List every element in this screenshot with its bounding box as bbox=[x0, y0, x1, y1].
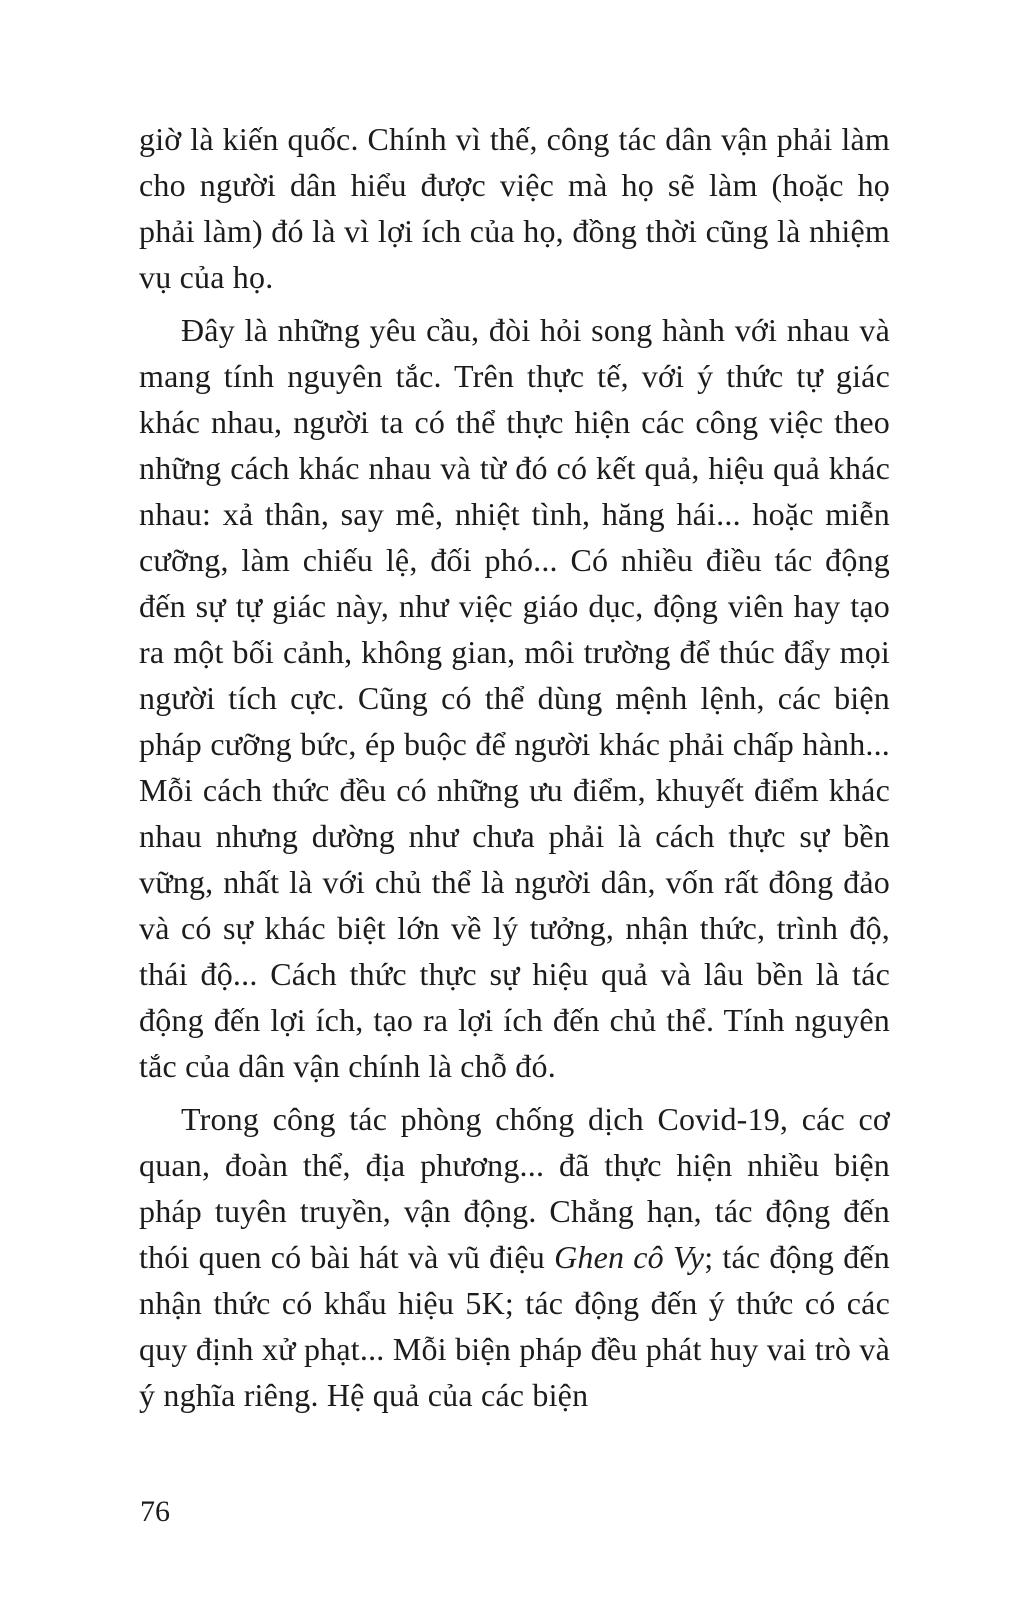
paragraph-segment: ; tác động đến nhận thức có khẩu hiệu 5K; tác động đến ý thức có các quy định xử phạt... Mỗi biện pháp đều phát huy vai trò và ý nghĩa riêng. Hệ quả của các biện bbox=[139, 1239, 891, 1413]
paragraph: Đây là những yêu cầu, đòi hỏi song hành với nhau và mang tính nguyên tắc. Trên thực tế, với ý thức tự giác khác nhau, người ta có thể thực hiện các công việc theo những cách khác nhau và từ đó có kết quả, hiệu quả khác nhau: xả thân, say mê, nhiệt tình, hăng hái... hoặc miễn cưỡng, làm chiếu lệ, đối phó... Có nhiều điều tác động đến sự tự giác này, như việc giáo dục, động viên hay tạo ra một bối cảnh, không gian, môi trường để thúc đẩy mọi người tích cực. Cũng có thể dùng mệnh lệnh, các biện pháp cưỡng bức, ép buộc để người khác phải chấp hành... Mỗi cách thức đều có những ưu điểm, khuyết điểm khác nhau nhưng dường như chưa phải là cách thực sự bền vững, nhất là với chủ thể là người dân, vốn rất đông đảo và có sự khác biệt lớn về lý tưởng, nhận thức, trình độ, thái độ... Cách thức thực sự hiệu quả và lâu bền là tác động đến lợi ích, tạo ra lợi ích đến chủ thể. Tính nguyên tắc của dân vận chính là chỗ đó. bbox=[139, 312, 890, 1084]
song-title-italic: Ghen cô Vy bbox=[554, 1239, 705, 1275]
page-number: 76 bbox=[140, 1495, 170, 1528]
paragraph-continuation: giờ là kiến quốc. Chính vì thế, công tác dân vận phải làm cho người dân hiểu được việc mà họ sẽ làm (hoặc họ phải làm) đó là vì lợi ích của họ, đồng thời cũng là nhiệm vụ của họ. bbox=[139, 121, 890, 295]
paragraph-segment: Trong công tác phòng chống dịch Covid-19, các cơ quan, đoàn thể, địa phương... đã thực hiện nhiều biện pháp tuyên truyền, vận động. Chẳng hạn, tác động đến thói quen có bài hát và vũ điệu bbox=[139, 1101, 890, 1275]
paragraph bbox=[139, 1096, 890, 1418]
page-text bbox=[139, 116, 890, 1418]
